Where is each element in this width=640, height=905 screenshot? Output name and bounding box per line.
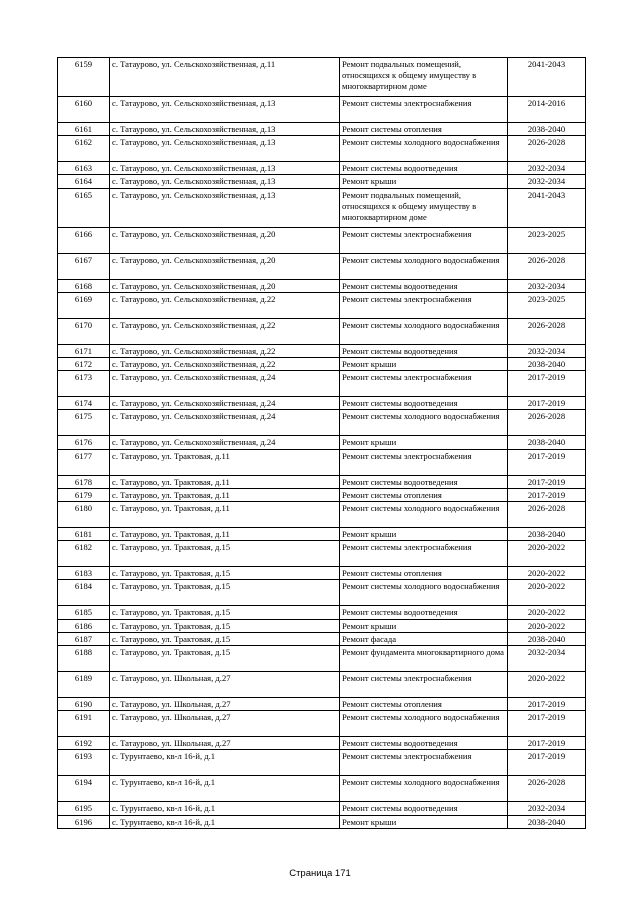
table-row bbox=[58, 672, 586, 698]
row-address: с. Татаурово, ул. Сельскохозяйственная, д.22 bbox=[110, 344, 340, 357]
row-period: 2023-2025 bbox=[508, 292, 586, 318]
row-work-type: Ремонт системы водоотведения bbox=[340, 279, 508, 292]
row-work-type: Ремонт системы отопления bbox=[340, 698, 508, 711]
row-work-type: Ремонт системы холодного водоснабжения bbox=[340, 502, 508, 528]
row-work-type: Ремонт системы отопления bbox=[340, 123, 508, 136]
row-number: 6194 bbox=[58, 776, 110, 802]
row-number: 6184 bbox=[58, 580, 110, 606]
row-period: 2020-2022 bbox=[508, 606, 586, 619]
row-number: 6188 bbox=[58, 646, 110, 672]
register-table bbox=[57, 57, 586, 829]
row-period: 2041-2043 bbox=[508, 58, 586, 97]
register-rows bbox=[58, 58, 586, 829]
row-period: 2017-2019 bbox=[508, 711, 586, 737]
row-period: 2017-2019 bbox=[508, 397, 586, 410]
row-number: 6195 bbox=[58, 802, 110, 815]
row-work-type: Ремонт системы водоотведения bbox=[340, 737, 508, 750]
row-number: 6171 bbox=[58, 344, 110, 357]
row-work-type: Ремонт системы электроснабжения bbox=[340, 97, 508, 123]
row-period: 2020-2022 bbox=[508, 567, 586, 580]
row-work-type: Ремонт системы холодного водоснабжения bbox=[340, 580, 508, 606]
row-period: 2032-2034 bbox=[508, 646, 586, 672]
row-work-type: Ремонт системы холодного водоснабжения bbox=[340, 711, 508, 737]
row-work-type: Ремонт системы электроснабжения bbox=[340, 292, 508, 318]
row-address: с. Татаурово, ул. Сельскохозяйственная, д.20 bbox=[110, 279, 340, 292]
table-row bbox=[58, 528, 586, 541]
row-number: 6193 bbox=[58, 750, 110, 776]
table-row bbox=[58, 227, 586, 253]
table-row bbox=[58, 776, 586, 802]
row-number: 6177 bbox=[58, 449, 110, 475]
row-work-type: Ремонт фасада bbox=[340, 632, 508, 645]
table-row bbox=[58, 632, 586, 645]
table-row bbox=[58, 449, 586, 475]
row-number: 6172 bbox=[58, 358, 110, 371]
row-number: 6167 bbox=[58, 253, 110, 279]
row-work-type: Ремонт системы электроснабжения bbox=[340, 541, 508, 567]
table-row bbox=[58, 502, 586, 528]
row-address: с. Татаурово, ул. Школьная, д.27 bbox=[110, 737, 340, 750]
row-number: 6168 bbox=[58, 279, 110, 292]
row-work-type: Ремонт системы электроснабжения bbox=[340, 449, 508, 475]
row-period: 2017-2019 bbox=[508, 475, 586, 488]
table-row bbox=[58, 397, 586, 410]
row-work-type: Ремонт системы электроснабжения bbox=[340, 750, 508, 776]
table-row bbox=[58, 292, 586, 318]
row-number: 6179 bbox=[58, 488, 110, 501]
row-number: 6174 bbox=[58, 397, 110, 410]
row-address: с. Татаурово, ул. Трактовая, д.15 bbox=[110, 619, 340, 632]
row-number: 6173 bbox=[58, 371, 110, 397]
row-address: с. Турунтаево, кв-л 16-й, д.1 bbox=[110, 750, 340, 776]
row-work-type: Ремонт системы водоотведения bbox=[340, 397, 508, 410]
row-address: с. Турунтаево, кв-л 16-й, д.1 bbox=[110, 776, 340, 802]
row-number: 6170 bbox=[58, 318, 110, 344]
table-row bbox=[58, 175, 586, 188]
row-work-type: Ремонт системы электроснабжения bbox=[340, 227, 508, 253]
row-work-type: Ремонт крыши bbox=[340, 619, 508, 632]
row-number: 6165 bbox=[58, 188, 110, 227]
row-number: 6186 bbox=[58, 619, 110, 632]
table-row bbox=[58, 619, 586, 632]
table-row bbox=[58, 436, 586, 449]
row-period: 2026-2028 bbox=[508, 410, 586, 436]
row-number: 6169 bbox=[58, 292, 110, 318]
row-period: 2038-2040 bbox=[508, 815, 586, 828]
row-address: с. Татаурово, ул. Сельскохозяйственная, д.20 bbox=[110, 227, 340, 253]
row-number: 6166 bbox=[58, 227, 110, 253]
row-period: 2038-2040 bbox=[508, 358, 586, 371]
table-row bbox=[58, 580, 586, 606]
row-number: 6181 bbox=[58, 528, 110, 541]
row-work-type: Ремонт системы водоотведения bbox=[340, 802, 508, 815]
row-number: 6178 bbox=[58, 475, 110, 488]
table-row bbox=[58, 318, 586, 344]
row-number: 6180 bbox=[58, 502, 110, 528]
row-work-type: Ремонт системы водоотведения bbox=[340, 475, 508, 488]
row-number: 6190 bbox=[58, 698, 110, 711]
row-period: 2020-2022 bbox=[508, 672, 586, 698]
table-row bbox=[58, 358, 586, 371]
row-work-type: Ремонт крыши bbox=[340, 358, 508, 371]
row-address: с. Татаурово, ул. Сельскохозяйственная, д.24 bbox=[110, 410, 340, 436]
row-period: 2026-2028 bbox=[508, 776, 586, 802]
row-number: 6164 bbox=[58, 175, 110, 188]
row-period: 2026-2028 bbox=[508, 253, 586, 279]
row-period: 2026-2028 bbox=[508, 318, 586, 344]
table-row bbox=[58, 646, 586, 672]
row-period: 2032-2034 bbox=[508, 279, 586, 292]
row-period: 2026-2028 bbox=[508, 502, 586, 528]
table-row bbox=[58, 188, 586, 227]
row-work-type: Ремонт системы водоотведения bbox=[340, 162, 508, 175]
row-address: с. Татаурово, ул. Трактовая, д.11 bbox=[110, 502, 340, 528]
table-row bbox=[58, 279, 586, 292]
row-period: 2041-2043 bbox=[508, 188, 586, 227]
row-address: с. Татаурово, ул. Трактовая, д.11 bbox=[110, 449, 340, 475]
row-period: 2017-2019 bbox=[508, 488, 586, 501]
row-address: с. Татаурово, ул. Сельскохозяйственная, д.22 bbox=[110, 292, 340, 318]
table-row bbox=[58, 488, 586, 501]
row-period: 2038-2040 bbox=[508, 632, 586, 645]
table-row bbox=[58, 136, 586, 162]
row-work-type: Ремонт крыши bbox=[340, 175, 508, 188]
row-number: 6183 bbox=[58, 567, 110, 580]
table-row bbox=[58, 344, 586, 357]
table-row bbox=[58, 711, 586, 737]
row-work-type: Ремонт крыши bbox=[340, 436, 508, 449]
table-row bbox=[58, 737, 586, 750]
row-period: 2023-2025 bbox=[508, 227, 586, 253]
row-number: 6176 bbox=[58, 436, 110, 449]
row-address: с. Татаурово, ул. Сельскохозяйственная, д.24 bbox=[110, 397, 340, 410]
row-address: с. Татаурово, ул. Трактовая, д.11 bbox=[110, 528, 340, 541]
row-work-type: Ремонт подвальных помещений, относящихся к общему имуществу в многоквартирном доме bbox=[340, 188, 508, 227]
row-work-type: Ремонт системы водоотведения bbox=[340, 606, 508, 619]
row-work-type: Ремонт системы электроснабжения bbox=[340, 371, 508, 397]
table-row bbox=[58, 162, 586, 175]
row-work-type: Ремонт системы холодного водоснабжения bbox=[340, 136, 508, 162]
row-number: 6163 bbox=[58, 162, 110, 175]
row-work-type: Ремонт системы холодного водоснабжения bbox=[340, 318, 508, 344]
row-address: с. Турунтаево, кв-л 16-й, д.1 bbox=[110, 802, 340, 815]
row-work-type: Ремонт крыши bbox=[340, 528, 508, 541]
table-row bbox=[58, 567, 586, 580]
row-number: 6182 bbox=[58, 541, 110, 567]
row-address: с. Татаурово, ул. Трактовая, д.11 bbox=[110, 488, 340, 501]
row-address: с. Татаурово, ул. Сельскохозяйственная, д.22 bbox=[110, 318, 340, 344]
table-row bbox=[58, 475, 586, 488]
row-number: 6160 bbox=[58, 97, 110, 123]
row-address: с. Татаурово, ул. Сельскохозяйственная, д.13 bbox=[110, 136, 340, 162]
table-row bbox=[58, 253, 586, 279]
row-number: 6191 bbox=[58, 711, 110, 737]
row-address: с. Татаурово, ул. Сельскохозяйственная, д.24 bbox=[110, 371, 340, 397]
row-period: 2032-2034 bbox=[508, 162, 586, 175]
table-row bbox=[58, 410, 586, 436]
row-period: 2020-2022 bbox=[508, 580, 586, 606]
row-period: 2032-2034 bbox=[508, 344, 586, 357]
row-period: 2020-2022 bbox=[508, 541, 586, 567]
row-work-type: Ремонт фундамента многоквартирного дома bbox=[340, 646, 508, 672]
row-address: с. Татаурово, ул. Сельскохозяйственная, д.24 bbox=[110, 436, 340, 449]
table-row bbox=[58, 698, 586, 711]
row-number: 6159 bbox=[58, 58, 110, 97]
table-row bbox=[58, 58, 586, 97]
row-address: с. Татаурово, ул. Сельскохозяйственная, д.13 bbox=[110, 123, 340, 136]
table-row bbox=[58, 815, 586, 828]
row-address: с. Турунтаево, кв-л 16-й, д.1 bbox=[110, 815, 340, 828]
row-number: 6189 bbox=[58, 672, 110, 698]
row-work-type: Ремонт системы отопления bbox=[340, 567, 508, 580]
row-period: 2020-2022 bbox=[508, 619, 586, 632]
row-address: с. Татаурово, ул. Школьная, д.27 bbox=[110, 698, 340, 711]
row-address: с. Татаурово, ул. Школьная, д.27 bbox=[110, 711, 340, 737]
table-row bbox=[58, 97, 586, 123]
table-row bbox=[58, 123, 586, 136]
table-row bbox=[58, 371, 586, 397]
row-address: с. Татаурово, ул. Трактовая, д.15 bbox=[110, 580, 340, 606]
row-address: с. Татаурово, ул. Трактовая, д.11 bbox=[110, 475, 340, 488]
row-address: с. Татаурово, ул. Сельскохозяйственная, д.13 bbox=[110, 97, 340, 123]
row-period: 2032-2034 bbox=[508, 175, 586, 188]
table-row bbox=[58, 606, 586, 619]
row-number: 6185 bbox=[58, 606, 110, 619]
row-period: 2017-2019 bbox=[508, 750, 586, 776]
row-period: 2017-2019 bbox=[508, 698, 586, 711]
row-number: 6187 bbox=[58, 632, 110, 645]
row-address: с. Татаурово, ул. Школьная, д.27 bbox=[110, 672, 340, 698]
row-period: 2017-2019 bbox=[508, 449, 586, 475]
row-period: 2017-2019 bbox=[508, 371, 586, 397]
row-work-type: Ремонт системы электроснабжения bbox=[340, 672, 508, 698]
row-period: 2014-2016 bbox=[508, 97, 586, 123]
page-footer: Страница 171 bbox=[289, 868, 351, 879]
row-address: с. Татаурово, ул. Сельскохозяйственная, д.13 bbox=[110, 188, 340, 227]
row-address: с. Татаурово, ул. Трактовая, д.15 bbox=[110, 632, 340, 645]
table-row bbox=[58, 802, 586, 815]
table-row bbox=[58, 541, 586, 567]
row-address: с. Татаурово, ул. Сельскохозяйственная, д.13 bbox=[110, 162, 340, 175]
row-number: 6175 bbox=[58, 410, 110, 436]
row-period: 2026-2028 bbox=[508, 136, 586, 162]
row-address: с. Татаурово, ул. Трактовая, д.15 bbox=[110, 567, 340, 580]
row-period: 2017-2019 bbox=[508, 737, 586, 750]
row-address: с. Татаурово, ул. Сельскохозяйственная, д.22 bbox=[110, 358, 340, 371]
row-period: 2038-2040 bbox=[508, 528, 586, 541]
row-work-type: Ремонт системы холодного водоснабжения bbox=[340, 410, 508, 436]
row-work-type: Ремонт системы водоотведения bbox=[340, 344, 508, 357]
row-period: 2038-2040 bbox=[508, 123, 586, 136]
row-address: с. Татаурово, ул. Сельскохозяйственная, д.13 bbox=[110, 175, 340, 188]
row-number: 6192 bbox=[58, 737, 110, 750]
row-address: с. Татаурово, ул. Трактовая, д.15 bbox=[110, 541, 340, 567]
row-period: 2038-2040 bbox=[508, 436, 586, 449]
row-address: с. Татаурово, ул. Трактовая, д.15 bbox=[110, 606, 340, 619]
row-period: 2032-2034 bbox=[508, 802, 586, 815]
row-address: с. Татаурово, ул. Сельскохозяйственная, д.11 bbox=[110, 58, 340, 97]
row-number: 6161 bbox=[58, 123, 110, 136]
row-number: 6162 bbox=[58, 136, 110, 162]
table-row bbox=[58, 750, 586, 776]
row-work-type: Ремонт крыши bbox=[340, 815, 508, 828]
row-work-type: Ремонт системы холодного водоснабжения bbox=[340, 253, 508, 279]
row-number: 6196 bbox=[58, 815, 110, 828]
row-work-type: Ремонт системы холодного водоснабжения bbox=[340, 776, 508, 802]
row-work-type: Ремонт подвальных помещений, относящихся к общему имуществу в многоквартирном доме bbox=[340, 58, 508, 97]
row-work-type: Ремонт системы отопления bbox=[340, 488, 508, 501]
row-address: с. Татаурово, ул. Сельскохозяйственная, д.20 bbox=[110, 253, 340, 279]
row-address: с. Татаурово, ул. Трактовая, д.15 bbox=[110, 646, 340, 672]
